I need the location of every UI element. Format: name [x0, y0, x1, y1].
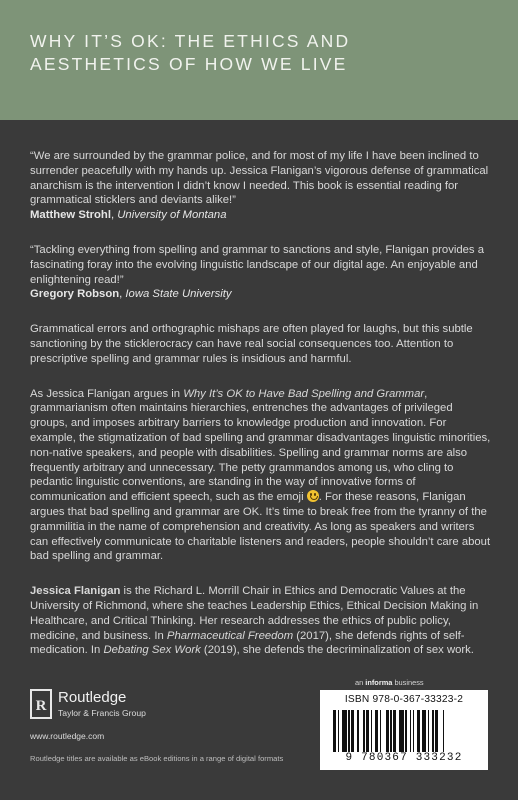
bio-text-c: (2019), she defends the decriminalization of sex work. [200, 644, 474, 657]
series-banner [0, 0, 518, 120]
bio-text-b: (2017), she defends rights of self-medication. In [30, 629, 465, 657]
barcode [333, 710, 479, 752]
barcode-bar [338, 710, 340, 752]
barcode-bar [366, 710, 369, 752]
endorsement-1 [30, 149, 492, 223]
paragraph-2-text-b: , grammarianism often maintains hierarchies, entrenches the advantages of privileged groups, and imposes arbitrary barriers to knowledge production and innovation. For example, the stigmatization of bad spelling and grammar disadvantages linguistic minorities, non-native speakers, and people with disabilities. Spelling and grammar norms are also frequently arbitrary and unnecessary. The petty grammandos among us, who cling to pedantic linguistic conventions, are standing in the way of innovative forms of communication and efficient speech, such as the emoji [30, 387, 491, 504]
informa-credit [355, 678, 424, 687]
informa-prefix: an [355, 678, 366, 687]
barcode-panel [320, 690, 488, 770]
paragraph-2-text-a: As Jessica Flanigan argues in [30, 387, 184, 400]
series-title-line-2: AESTHETICS OF HOW WE LIVE [30, 54, 348, 74]
endorsement-2-text: “Tackling everything from spelling and grammar to sanctions and style, Flanigan provides a fascinating foray into the evolving linguistic landscape of our digital age. An enjoyable and enlightening read!” [30, 243, 484, 286]
barcode-bar [351, 710, 354, 752]
publisher-logo [30, 687, 160, 733]
barcode-bar [363, 710, 365, 752]
book-title: Why It’s OK to Have Bad Spelling and Grammar [183, 387, 425, 400]
barcode-bar [428, 710, 430, 752]
paragraph-2-text-c: . For these reasons, Flanigan argues that bad spelling and grammar are OK. It’s time to break free from the tyranny of the grammilitia in the name of comprehension and creativity. As long as speakers and writers can effectively communicate to charitable listeners and readers, people shouldn’t care about bad spelling and grammar. [30, 491, 491, 563]
description-paragraph-2 [30, 387, 492, 565]
barcode-bar [342, 710, 347, 752]
endorser-2-name: Gregory Robson [30, 288, 120, 301]
series-title [30, 30, 500, 76]
barcode-bar [371, 710, 373, 752]
informa-suffix: business [392, 678, 424, 687]
barcode-bar [348, 710, 350, 752]
bio-book-2: Debating Sex Work [103, 644, 201, 657]
publisher-url[interactable]: www.routledge.com [30, 731, 105, 741]
bio-book-1: Pharmaceutical Freedom [166, 629, 294, 642]
endorser-1-affiliation: University of Montana [117, 209, 227, 222]
endorser-2-affiliation: Iowa State University [125, 288, 232, 301]
barcode-bar [422, 710, 427, 752]
bio-text-a: is the Richard L. Morrill Chair in Ethics and Democratic Values at the University of Richmond, where she teaches Leadership Ethics, Ethical Decision Making in Healthcare, and Critical Thinking. Her research addresses the ethics of public policy, medicine, and business. In [30, 585, 479, 642]
routledge-mark-icon [30, 689, 52, 719]
endorsement-1-source: Matthew Strohl, University of Montana [30, 209, 227, 222]
barcode-bar [435, 710, 438, 752]
barcode-bar [386, 710, 389, 752]
publisher-group: Taylor & Francis Group [58, 708, 146, 718]
endorsement-2 [30, 243, 492, 302]
barcode-bar [413, 710, 415, 752]
svg-text:R: R [35, 698, 47, 714]
barcode-bar [405, 710, 407, 752]
endorsement-2-source: Gregory Robson, Iowa State University [30, 288, 232, 301]
barcode-bar [375, 710, 378, 752]
barcode-number: 9 780367 333232 [345, 752, 463, 764]
barcode-bar [390, 710, 392, 752]
barcode-bar [399, 710, 404, 752]
isbn-label: ISBN 978-0-367-33323-2 [344, 694, 464, 705]
author-name: Jessica Flanigan [30, 585, 121, 598]
informa-wordmark: informa [365, 678, 393, 687]
barcode-bar [357, 710, 359, 752]
smiling-face-emoji-icon [307, 490, 319, 502]
endorsement-1-text: “We are surrounded by the grammar police, and for most of my life I have been inclined to surrender peacefully with my hands up. Jessica Flanigan’s vigorous defense of grammatical anarchism is the intervention I didn’t know I needed. This book is essential reading for grammatical sticklers and deviants alike!” [30, 150, 489, 207]
barcode-bar [417, 710, 420, 752]
author-bio [30, 584, 492, 658]
barcode-bar [393, 710, 396, 752]
description-paragraph-1: Grammatical errors and orthographic mishaps are often played for laughs, but this subtle sanctioning by the sticklerocracy can have real social consequences too. Attention to prescriptive spelling and grammar rules is insidious and harmful. [30, 323, 473, 365]
back-cover-text [30, 149, 492, 678]
endorser-1-name: Matthew Strohl [30, 209, 111, 222]
barcode-bar [410, 710, 412, 752]
ebook-note: Routledge titles are available as eBook editions in a range of digital formats [30, 754, 284, 763]
barcode-bar [380, 710, 382, 752]
barcode-bar [333, 710, 336, 752]
barcode-bar [443, 710, 445, 752]
publisher-name: Routledge [58, 689, 127, 706]
series-title-line-1: WHY IT’S OK: THE ETHICS AND [30, 31, 351, 51]
barcode-bar [432, 710, 434, 752]
